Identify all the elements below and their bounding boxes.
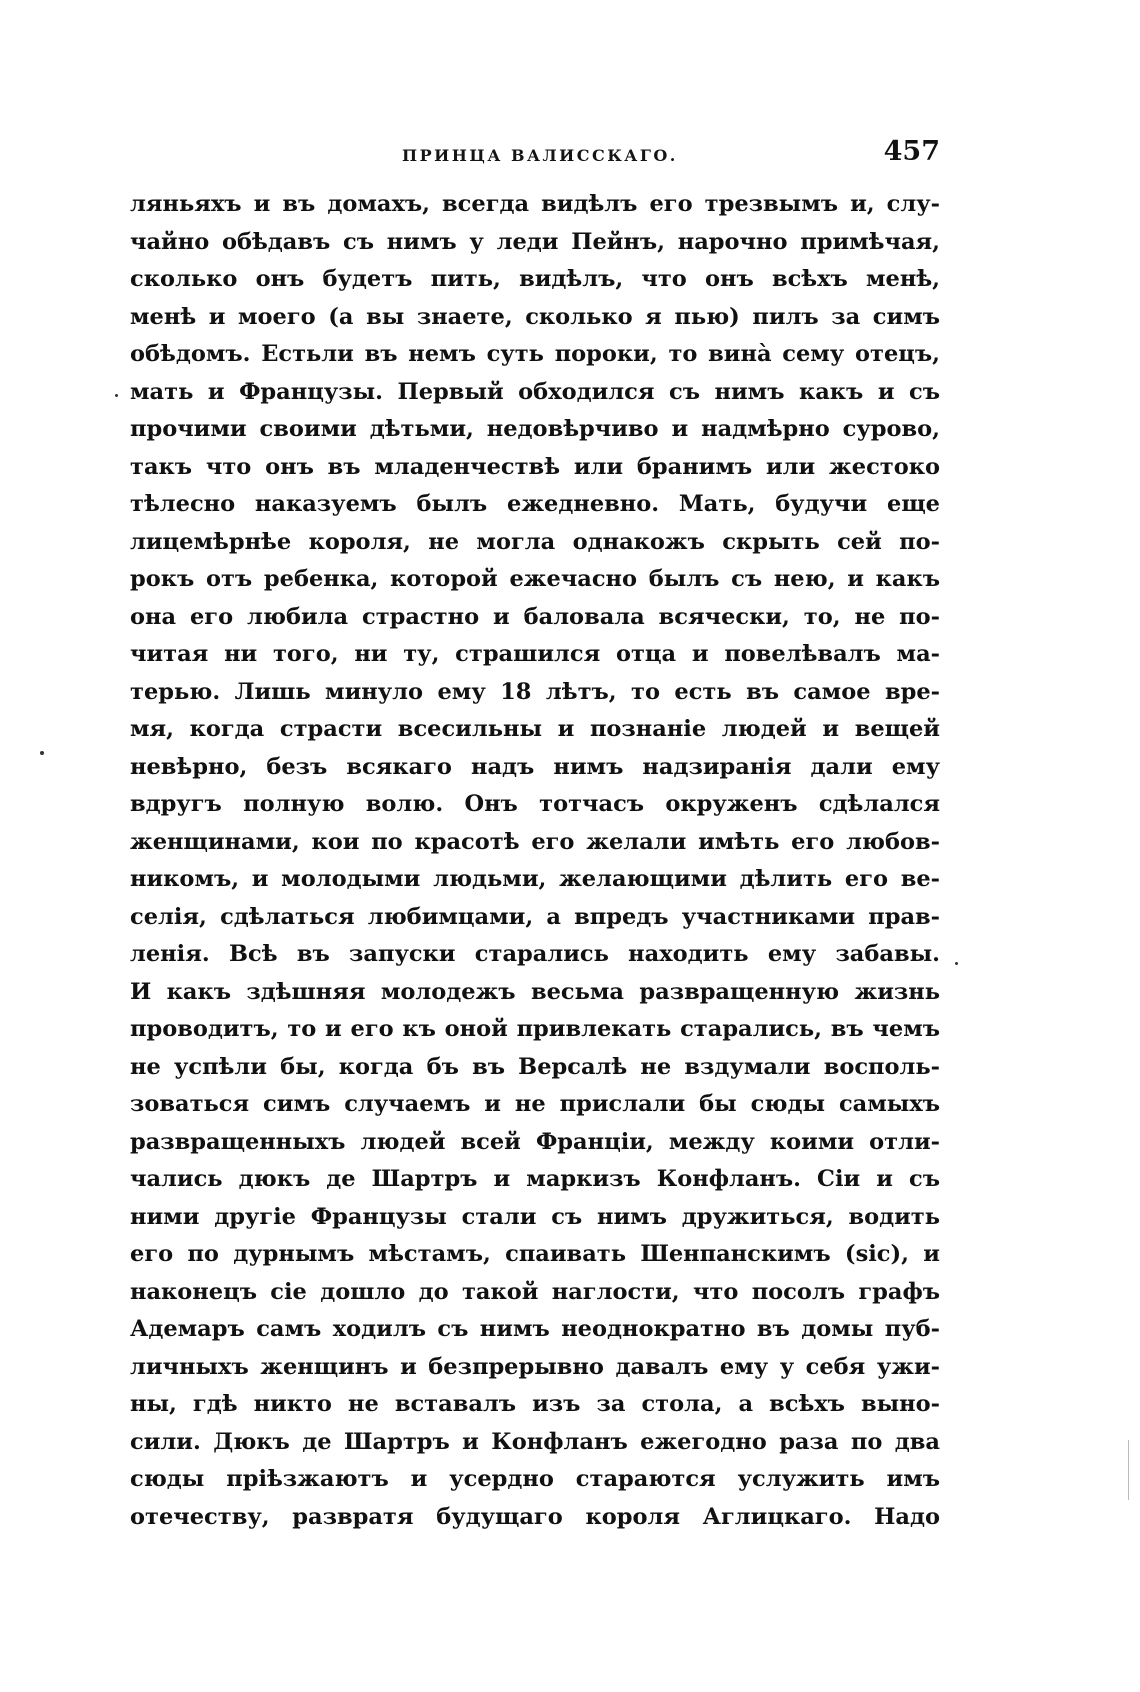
text-line: прочими своими дѣтьми, недовѣрчиво и надмѣрно сурово, xyxy=(130,416,940,442)
text-line: мать и Французы. Первый обходился съ нимъ какъ и съ xyxy=(130,378,940,405)
text-line: отечеству, развратя будущаго короля Аглицкаго. Надо xyxy=(130,1503,940,1530)
body-text xyxy=(130,186,940,1536)
text-line: развращенныхъ людей всей Франціи, между коими отли- xyxy=(130,1128,940,1155)
scan-edge-mark xyxy=(1128,1440,1129,1500)
text-line: никомъ, и молодыми людьми, желающими дѣлить его ве- xyxy=(130,866,940,892)
text-line: женщинами, кои по красотѣ его желали имѣть его любов- xyxy=(130,828,940,855)
page-header xyxy=(130,136,940,180)
text-line: зоваться симъ случаемъ и не прислали бы сюды самыхъ xyxy=(130,1091,940,1117)
text-line: рокъ отъ ребенка, которой ежечасно былъ съ нею, и какъ xyxy=(130,566,940,592)
text-line: его по дурнымъ мѣстамъ, спаивать Шенпанскимъ (sic), и xyxy=(130,1241,940,1267)
text-line: проводитъ, то и его къ оной привлекать старались, въ чемъ xyxy=(130,1016,940,1042)
text-line: ленія. Всѣ въ запуски старались находить ему забавы. xyxy=(130,941,940,967)
text-line: мя, когда страсти всесильны и познаніе людей и вещей xyxy=(130,716,940,742)
page-number: 457 xyxy=(883,136,940,167)
text-line: Адемаръ самъ ходилъ съ нимъ неоднократно въ домы пуб- xyxy=(130,1316,940,1342)
text-line: ними другіе Французы стали съ нимъ дружиться, водить xyxy=(130,1203,940,1230)
text-line: такъ что онъ въ младенчествѣ или бранимъ или жестоко xyxy=(130,453,940,480)
scan-speck xyxy=(115,394,118,397)
text-line: она его любила страстно и баловала всячески, то, не по- xyxy=(130,603,940,630)
text-line: сколько онъ будетъ пить, видѣлъ, что онъ всѣхъ менѣ, xyxy=(130,266,940,292)
text-line: терью. Лишь минуло ему 18 лѣтъ, то есть въ самое вре- xyxy=(130,678,940,705)
text-line: И какъ здѣшняя молодежъ весьма развращенную жизнь xyxy=(130,978,940,1005)
text-line: ны, гдѣ никто не вставалъ изъ за стола, а всѣхъ выно- xyxy=(130,1391,940,1417)
text-line: читая ни того, ни ту, страшился отца и повелѣвалъ ма- xyxy=(130,641,940,667)
text-line: сили. Дюкъ де Шартръ и Конфланъ ежегодно раза по два xyxy=(130,1428,940,1455)
text-line: чались дюкъ де Шартръ и маркизъ Конфланъ. Сіи и съ xyxy=(130,1166,940,1192)
text-line: лицемѣрнѣе короля, не могла однакожъ скрыть сей по- xyxy=(130,528,940,555)
text-line: сюды пріѣзжаютъ и усердно стараются услужить имъ xyxy=(130,1466,940,1492)
scan-speck xyxy=(40,751,44,755)
scan-speck xyxy=(955,962,958,965)
text-line: обѣдомъ. Естьли въ немъ суть пороки, то винà сему отецъ, xyxy=(130,341,940,367)
text-line: наконецъ сіе дошло до такой наглости, что посолъ графъ xyxy=(130,1278,940,1305)
text-line: чайно обѣдавъ съ нимъ у леди Пейнъ, нарочно примѣчая, xyxy=(130,228,940,255)
text-line: не успѣли бы, когда бъ въ Версалѣ не вздумали восполь- xyxy=(130,1053,940,1080)
text-line: тѣлесно наказуемъ былъ ежедневно. Мать, будучи еще xyxy=(130,491,940,517)
running-title: ПРИНЦА ВАЛИССКАГО. xyxy=(402,146,678,165)
text-line: вдругъ полную волю. Онъ тотчасъ окруженъ сдѣлался xyxy=(130,791,940,817)
text-line: ляньяхъ и въ домахъ, всегда видѣлъ его трезвымъ и, слу- xyxy=(130,191,940,217)
text-line: личныхъ женщинъ и безпрерывно давалъ ему у себя ужи- xyxy=(130,1353,940,1380)
text-line: менѣ и моего (а вы знаете, сколько я пью) пилъ за симъ xyxy=(130,303,940,330)
text-line: селія, сдѣлаться любимцами, а впредъ участниками прав- xyxy=(130,903,940,930)
text-line: невѣрно, безъ всякаго надъ нимъ надзиранія дали ему xyxy=(130,753,940,780)
